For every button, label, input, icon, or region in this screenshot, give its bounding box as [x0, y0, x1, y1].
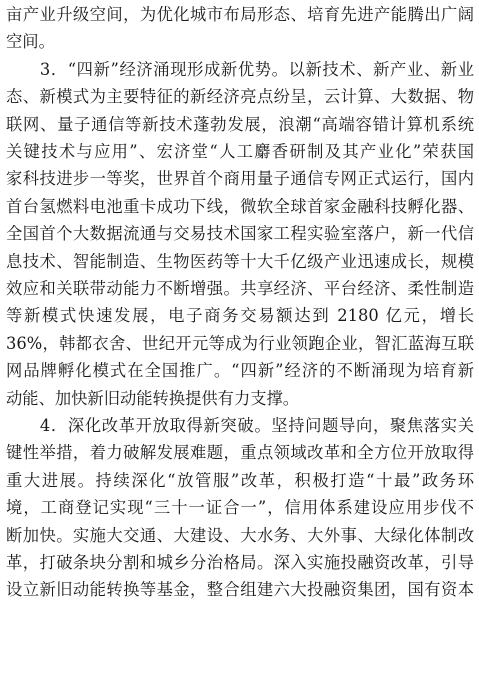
text-line: 网品牌孵化模式在全国推广。“四新”经济的不断涌现为培育新 — [6, 361, 474, 381]
text-line: 境，工商登记实现“三十一证合一”，信用体系建设应用步伐不 — [6, 498, 474, 518]
text-line: 动能、加快新旧动能转换提供有力支撑。 — [6, 388, 300, 408]
text-line: 4．深化改革开放取得新突破。坚持问题导向，聚焦落实关 — [6, 416, 474, 435]
text-line: 息技术、智能制造、生物医药等十大千亿级产业迅速成长，规模 — [6, 251, 474, 271]
text-line: 联网、量子通信等新技术蓬勃发展，浪潮“高端容错计算机系统 — [6, 114, 474, 134]
text-line: 关键技术与应用”、宏济堂“人工麝香研制及其产业化”荣获国 — [6, 142, 474, 161]
text-line: 全国首个大数据流通与交易技术国家工程实验室落户，新一代信 — [6, 224, 474, 244]
text-line: 键性举措，着力破解发展难题，重点领域改革和全方位开放取得 — [6, 443, 474, 463]
text-line: 空间。 — [6, 32, 55, 52]
text-line: 设立新旧动能转换等基金，整合组建六大投融资集团，国有资本 — [6, 580, 474, 600]
text-line: 断加快。实施大交通、大建设、大水务、大外事、大绿化体制改 — [6, 525, 474, 545]
text-line: 效应和关联带动能力不断增强。共享经济、平台经济、柔性制造 — [6, 279, 474, 298]
text-line: 等新模式快速发展，电子商务交易额达到 2180 亿元，增长 — [6, 306, 474, 326]
text-line: 36%，韩都衣舍、世纪开元等成为行业领跑企业，智汇蓝海互联 — [6, 333, 474, 353]
text-line: 重大进展。持续深化“放管服”改革，积极打造“十最”政务环 — [6, 470, 474, 490]
text-line: 家科技进步一等奖，世界首个商用量子通信专网正式运行，国内 — [6, 169, 474, 189]
text-line: 亩产业升级空间，为优化城市布局形态、培育先进产能腾出广阔 — [6, 5, 474, 24]
text-line: 态、新模式为主要特征的新经济亮点纷呈，云计算、大数据、物 — [6, 87, 474, 107]
text-line: 首台氢燃料电池重卡成功下线，微软全球首家金融科技孵化器、 — [6, 196, 474, 216]
text-line: 3．“四新”经济涌现形成新优势。以新技术、新产业、新业 — [6, 59, 474, 79]
text-line: 革，打破条块分割和城乡分治格局。深入实施投融资改革，引导 — [6, 553, 474, 572]
